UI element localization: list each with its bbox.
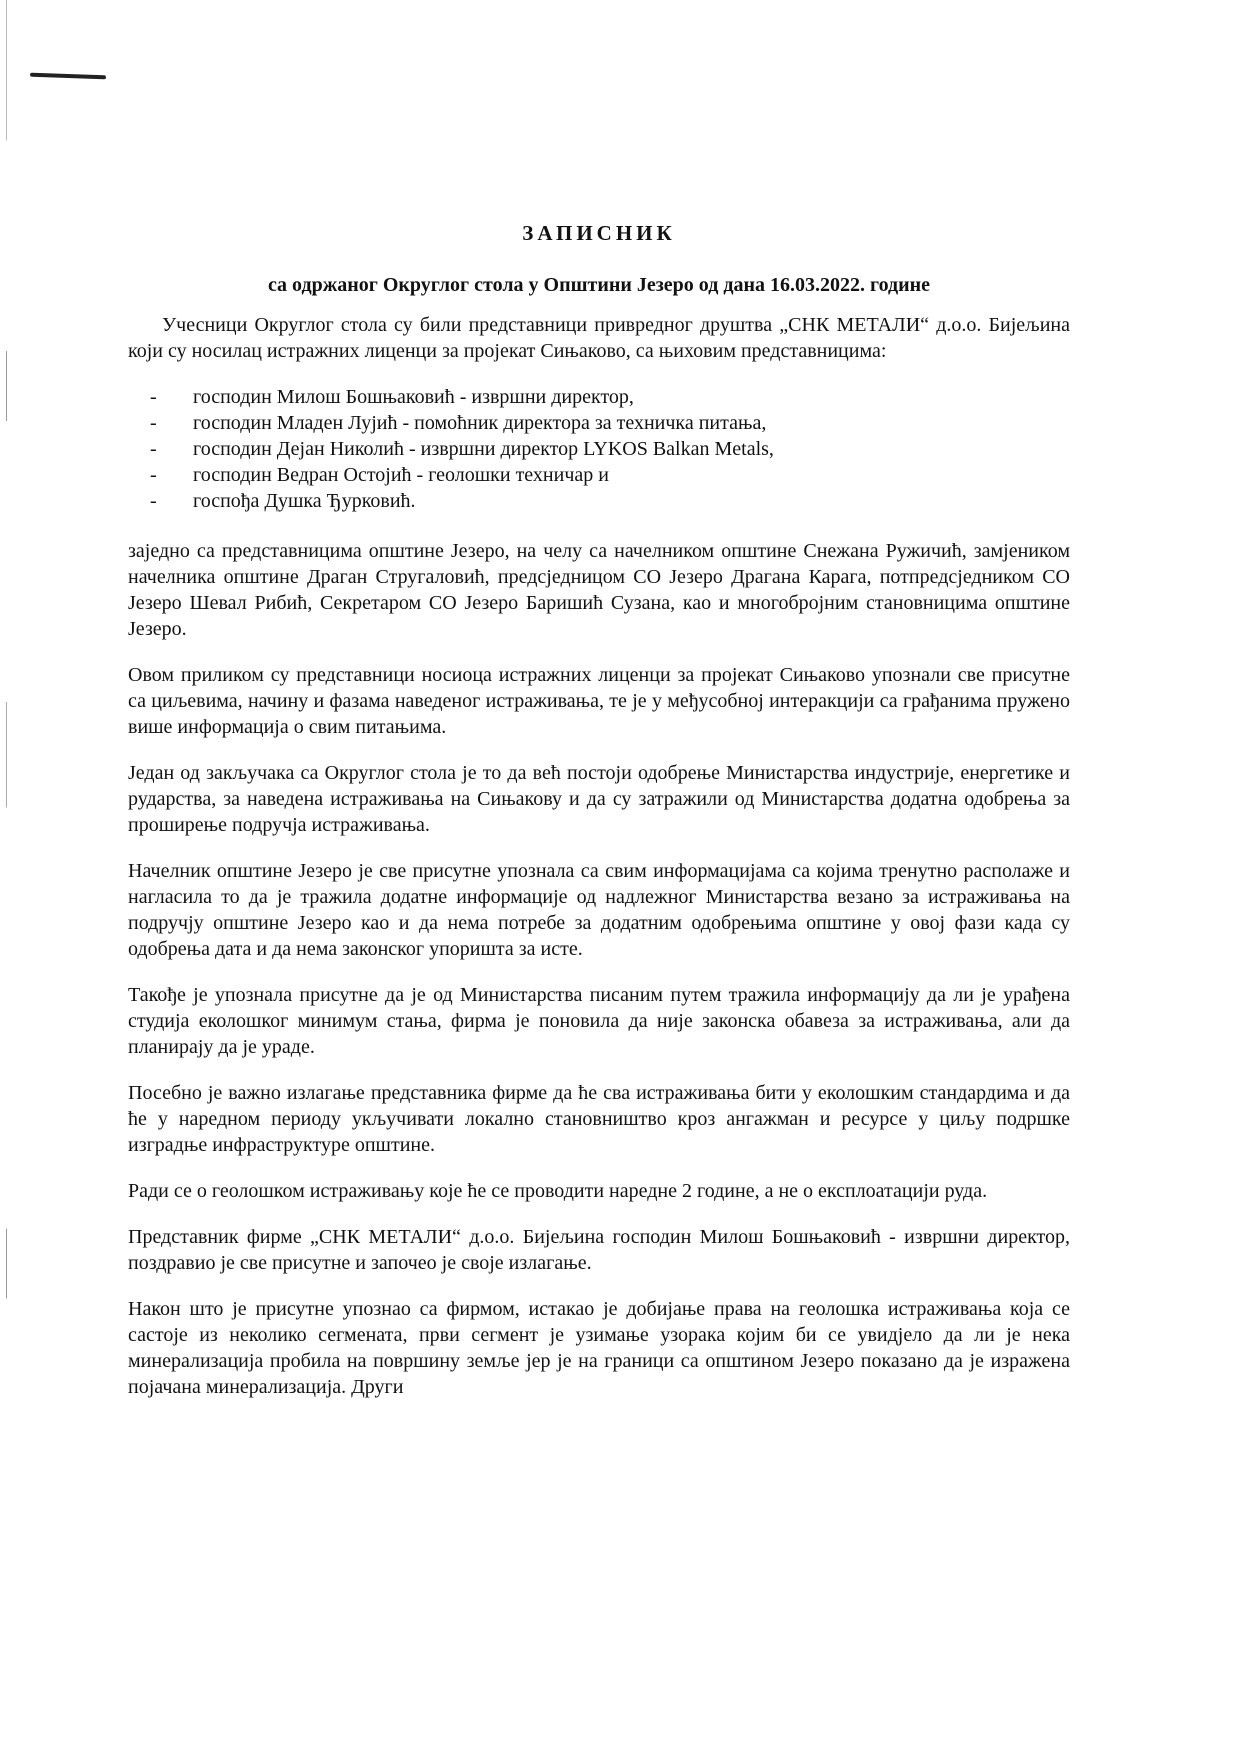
document-page <box>128 220 1070 1420</box>
document-title: ЗАПИСНИК <box>522 221 676 245</box>
paragraph-officials: заједно са представницима општине Језеро, на челу са начелником општине Снежана Ружичић, замјеником начелника општине Драган Стругаловић, предсједницом СО Језеро Драгана Карага, потпредсједником СО Језеро Шевал Рибић, Секретаром СО Језеро Баришић Сузана, као и многобројним становницима општине Језеро. <box>128 540 1070 640</box>
paragraph-standards: Посебно је важно излагање представника фирме да ће сва истраживања бити у еколошким стандардима и да ће у наредном периоду укључивати локално становништво кроз ангажман и ресурсе у циљу подршке изградње инфраструктуре општине. <box>128 1082 1070 1156</box>
paragraph-segments: Након што је присутне упознао са фирмом, истакао је добијање права на геолошка истраживања која се састоје из неколико сегмената, први сегмент је узимање узорака којим би се увидјело да ли је нека минерализација пробила на површину земље јер је на граници са општином Језеро показано да је изражена појачана минерализација. Други <box>128 1298 1070 1398</box>
paragraph-presentation: Овом приликом су представници носиоца истражних лиценци за пројекат Сињаково упознали све присутне са циљевима, начину и фазама наведеног истраживања, те је у међусобној интеракцији са грађанима пружено више информација о свим питањима. <box>128 664 1070 738</box>
scan-mark <box>30 73 106 80</box>
list-item: - госпођа Душка Ђурковић. <box>150 488 1070 514</box>
participants-list <box>150 384 1070 514</box>
paragraph-study: Такође је упознала присутне да је од Министарства писаним путем тражила информацију да ли је урађена студија еколошког минимум стања, фирма је поновила да није законска обавеза за истраживања, али да планирају да је ураде. <box>128 984 1070 1058</box>
intro-paragraph: Учесници Округлог стола су били представници привредног друштва „СНК МЕТАЛИ“ д.о.о. Бијељина који су носилац истражних лиценци за пројекат Сињаково, са њиховим представницима: <box>128 314 1070 362</box>
list-item: - господин Ведран Остојић - геолошки техничар и <box>150 462 1070 488</box>
list-item: - господин Дејан Николић - извршни директор LYKOS Balkan Metals, <box>150 436 1070 462</box>
list-item: - господин Младен Лујић - помоћник директора за техничка питања, <box>150 410 1070 436</box>
paragraph-mayor: Начелник општине Језеро је све присутне упознала са свим информацијама са којима тренутно располаже и нагласила то да је тражила додатне информације од надлежног Министарства везано за истраживања на подручју општине Језеро као и да нема потребе за додатним одобрењима општине у овој фази када су одобрења дата и да нема законског упоришта за исте. <box>128 860 1070 960</box>
document-subtitle: са одржаног Округлог стола у Општини Језеро од дана 16.03.2022. године <box>267 274 931 296</box>
paragraph-representative: Представник фирме „СНК МЕТАЛИ“ д.о.о. Бијељина господин Милош Бошњаковић - извршни директор, поздравио је све присутне и започео је своје излагање. <box>128 1226 1070 1274</box>
paragraph-conclusion: Један од закључака са Округлог стола је то да већ постоји одобрење Министарства индустрије, енергетике и рударства, за наведена истраживања на Сињакову и да су затражили од Министарства додатна одобрења за проширење подручја истраживања. <box>128 762 1070 836</box>
scan-edge-line <box>6 0 7 1755</box>
list-item: - господин Милош Бошњаковић - извршни директор, <box>150 384 1070 410</box>
paragraph-duration: Ради се о геолошком истраживању које ће се проводити наредне 2 године, а не о експлоатацији руда. <box>128 1180 988 1202</box>
